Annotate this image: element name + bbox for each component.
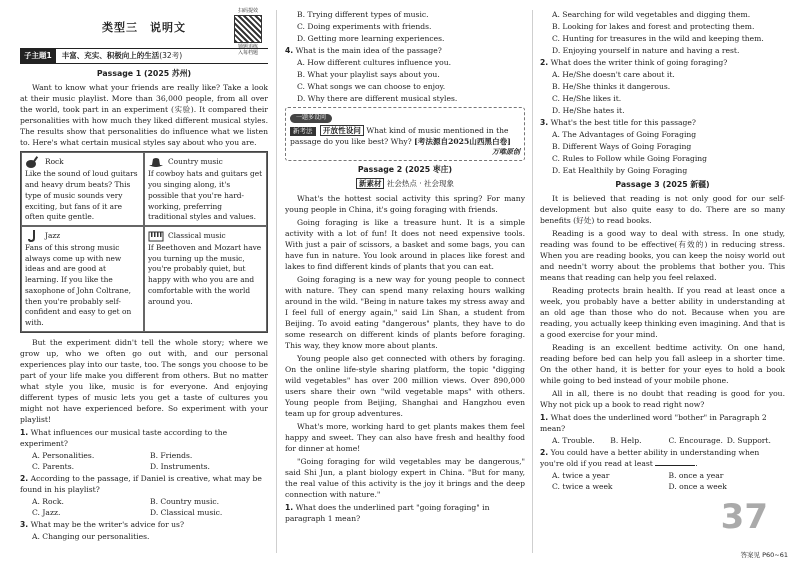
option[interactable]: D. Classical music. (150, 507, 223, 517)
option[interactable]: D. Enjoying yourself in nature and having a rest. (552, 46, 740, 55)
option[interactable]: D. once a week (668, 482, 727, 492)
cowboy-hat-icon (148, 155, 164, 169)
option[interactable]: B. Different Ways of Going Foraging (552, 142, 692, 151)
paragraph: Want to know what your friends are really like? Take a look at their music playlist. More than 36,000 people, from all over the world, took part in an experiment (实验). It compared their personalities with how much they liked different musical styles. The results show that personalities do influence what we listen to. Here's what certain musical styles say about who you are. (20, 83, 268, 148)
style-text: If Beethoven and Mozart have you turning up the music, you're probably quiet, but happy with who you are and comfortable with the world around you. (148, 242, 262, 306)
question (540, 412, 785, 434)
material-tag: 新素材 (356, 178, 385, 189)
option[interactable]: C. twice a week (552, 482, 613, 492)
question (540, 117, 785, 128)
option[interactable]: D. Why there are different musical styles. (297, 94, 458, 103)
option[interactable]: C. He/She likes it. (552, 94, 622, 103)
question (540, 57, 785, 68)
option[interactable]: A. Trouble. (552, 436, 595, 446)
question-number: 1. (540, 413, 549, 423)
option[interactable]: D. He/She hates it. (552, 106, 625, 115)
extra-question-box (285, 107, 525, 161)
column-1 (20, 8, 268, 543)
option[interactable]: B. Looking for lakes and forest and protecting them. (552, 22, 755, 31)
option[interactable]: C. Parents. (32, 461, 75, 471)
style-cell-rock (21, 152, 144, 226)
paragraph: Going foraging is like a treasure hunt. It is a simple activity with a lot of fun! It does not need expensive tools. With just a pair of scissors, a basket and some bags, you can have fun in nature. You look around in places like forest and lakes to find different kinds of plants that you can eat. (285, 218, 525, 272)
options (20, 450, 268, 472)
question-number: 2. (540, 58, 549, 67)
option[interactable]: C. Rules to Follow while Going Foraging (552, 154, 708, 163)
option[interactable]: C. Doing experiments with friends. (297, 22, 432, 31)
column-3 (540, 8, 785, 492)
question-number: 4. (285, 46, 294, 55)
question-text: You could have a better ability in understanding when you're old if you read at least (540, 448, 760, 469)
subtopic-count: (32考) (159, 50, 183, 60)
option[interactable]: D. Getting more learning experiences. (297, 34, 445, 43)
paragraph: All in all, there is no doubt that reading is good for you. Why not pick up a book to read right now? (540, 389, 785, 410)
option[interactable]: A. Personalities. (32, 450, 95, 460)
tag-row (285, 179, 525, 190)
qr-code-block[interactable] (228, 8, 268, 56)
tag-text: 社会热点 · 社会现象 (386, 178, 455, 188)
paragraph: Young people also get connected with others by foraging. On the online life-style sharing platform, the topic "digging wild vegetables" has over 200 million views. Over 890,000 users share their own "wild vegetable maps" with others. Young people from Beijing, Shanghai and Hangzhou even team up for group adventures. (285, 354, 525, 419)
question-number: 1. (285, 503, 294, 513)
style-name: Country music (168, 156, 223, 166)
box-text: What kind of music mentioned in the passage do you like best? Why? (290, 125, 509, 147)
options (540, 435, 785, 446)
style-name: Jazz (45, 230, 61, 240)
answer-reference: 答案见 P60~61 (740, 551, 788, 559)
style-cell-country (144, 152, 267, 226)
column-divider (532, 10, 533, 553)
style-text: Like the sound of loud guitars and heavy drum beats? This type of music sounds very exciting, but fans of it are often quite gentle. (25, 169, 138, 222)
question (20, 519, 268, 530)
option[interactable]: C. Encourage. (668, 436, 723, 446)
box-header: 一题多设问 (290, 114, 332, 123)
question-text: What does the underlined word "bother" in Paragraph 2 mean? (540, 413, 767, 434)
option[interactable]: B. Help. (610, 436, 642, 446)
music-styles-grid (20, 151, 268, 333)
question (20, 473, 268, 495)
question (285, 502, 525, 524)
question-number: 2. (20, 473, 29, 483)
paragraph: "Going foraging for wild vegetables may be dangerous," said Shi Jun, a plant biology expert in China. "But for many, the real value of this activity is the joy it brings and the deep connection with nature." (285, 457, 525, 500)
page-number: 37 (720, 497, 768, 537)
passage-title: Passage 2 (2025 枣庄) (357, 165, 453, 175)
column-2 (285, 8, 525, 525)
question-number: 3. (540, 118, 549, 127)
paragraph: What's the hottest social activity this spring? For many young people in China, it's going foraging with friends. (285, 194, 525, 215)
option[interactable]: C. Jazz. (32, 507, 61, 517)
saxophone-icon (25, 229, 41, 243)
option[interactable]: A. The Advantages of Going Foraging (552, 130, 697, 139)
question-text: What may be the writer's advice for us? (30, 519, 185, 529)
question-text: What influences our musical taste according to the experiment? (20, 427, 228, 448)
options (20, 496, 268, 518)
style-name: Rock (45, 156, 64, 166)
question-text: What does the underlined part "going foraging" in paragraph 1 mean? (285, 503, 490, 524)
paragraph: Reading is an excellent bedtime activity. On one hand, reading before bed can help you fall asleep in a shorter time. On the other hand, it is better for your eyes to hold a book while going to bed instead of your mobile phone. (540, 343, 785, 386)
option[interactable]: A. Rock. (32, 496, 64, 506)
option[interactable]: A. Changing our personalities. (32, 531, 150, 541)
subtopic-title: 丰富、充实、积极向上的生活 (61, 50, 160, 60)
option[interactable]: B. Trying different types of music. (297, 10, 429, 19)
option[interactable]: D. Support. (726, 436, 771, 446)
option[interactable]: B. once a year (668, 471, 724, 481)
options (540, 470, 785, 492)
option[interactable]: B. Country music. (150, 496, 220, 506)
question-text: According to the passage, if Daniel is creative, what may be found in his playlist? (20, 473, 262, 494)
option[interactable]: C. What songs we can choose to enjoy. (297, 82, 446, 91)
paragraph: What's more, working hard to get plants makes them feel happy and sweet. They can also have fresh and healthy food for dinner at home! (285, 422, 525, 454)
style-text: If cowboy hats and guitars get you singing along, it's possible that you're hard-working, preferring traditional styles and values. (148, 169, 263, 222)
guitar-icon (25, 155, 41, 169)
question-text: What does the writer think of going foraging? (550, 58, 728, 67)
box-source: [考法源自2025山西黑白卷] (414, 137, 511, 147)
style-name: Classical music (168, 230, 226, 240)
option[interactable]: B. He/She thinks it dangerous. (552, 82, 671, 91)
box-title: 开放性设问 (320, 125, 364, 136)
paragraph: Reading protects brain health. If you read at least once a week, you probably have a better ability in understanding at an old age than those who do not. Because when you are reading, you actually keep thinking even imagining. And that is a good exercise for your mind. (540, 286, 785, 340)
option[interactable]: A. How different cultures influence you. (297, 58, 452, 67)
option[interactable]: A. He/She doesn't care about it. (552, 70, 675, 79)
option[interactable]: D. Eat Healthily by Going Foraging (552, 166, 688, 175)
option[interactable]: D. Instruments. (150, 461, 210, 471)
paragraph: Reading is a good way to deal with stress. In one study, reading was found to be effective(有效的) in reducing stress. When you are reading books, you can keep the noisy world out and needn't worry about the problems that bother you. This means that reading can help you feel relaxed. (540, 229, 785, 283)
watermark: 万唯原创 (492, 148, 520, 157)
option[interactable]: B. What your playlist says about you. (297, 70, 440, 79)
qr-caption: 入每档题 (237, 50, 258, 56)
question (285, 45, 525, 56)
question-number: 2. (540, 448, 549, 458)
question (20, 427, 268, 449)
option[interactable]: A. twice a year (552, 471, 610, 481)
paragraph: It is believed that reading is not only good for our self-development but also quite easy to do. There are so many benefits (好处) to read books. (540, 194, 785, 226)
qr-code-icon[interactable] (234, 15, 262, 43)
style-cell-jazz (21, 226, 144, 332)
paragraph: Going foraging is a new way for young people to connect with nature. They can spend many relaxing hours walking around in the wild. "Being in nature takes my stress away and I feel full of energy again," said Lin Shan, a student from Beijing. To avoid eating "dangerous" plants, they have to do some research on different kinds of plants before foraging. This way, they know more about plants. (285, 275, 525, 351)
piano-icon (148, 229, 164, 243)
option[interactable]: A. Searching for wild vegetables and digging them. (552, 10, 751, 19)
column-divider (276, 10, 277, 553)
question-text: What's the best title for this passage? (550, 118, 696, 127)
box-tag: 新考法 (290, 127, 316, 136)
question-text: What is the main idea of the passage? (295, 46, 442, 55)
passage-title: Passage 3 (2025 新疆) (615, 180, 710, 189)
question-number: 1. (20, 427, 29, 437)
option[interactable]: C. Hunting for treasures in the wild and keeping them. (552, 34, 764, 43)
question-number: 3. (20, 519, 29, 529)
answer-blank[interactable] (655, 465, 695, 466)
style-cell-classical (144, 226, 267, 332)
qr-caption: 锁题追练 (237, 44, 258, 50)
subtopic-label: 子主题1 (20, 49, 56, 63)
option[interactable]: B. Friends. (150, 450, 193, 460)
page-title: 类型三 说明文 (102, 21, 186, 35)
paragraph: But the experiment didn't tell the whole story; where we grow up, who we often go out with, and our personal experiences play into our taste, too. The songs you choose to be part of your life make you different from others. But no matter what style you like, music is for everyone. And enjoying different types of music lets you get a taste of cultures you might not have experienced before. So experiment with your playlist! (20, 337, 268, 424)
qr-caption: 扫码提效 (237, 8, 258, 14)
passage-title: Passage 1 (2025 苏州) (96, 69, 192, 78)
style-text: Fans of this strong music always come up with new ideas and are good at learning. If you like the saxophone of John Coltrane, then you're probably self-confident and easy to get on with. (25, 242, 132, 328)
question: 2. You could have a better ability in understanding when you're old if you read at least . (540, 448, 760, 469)
